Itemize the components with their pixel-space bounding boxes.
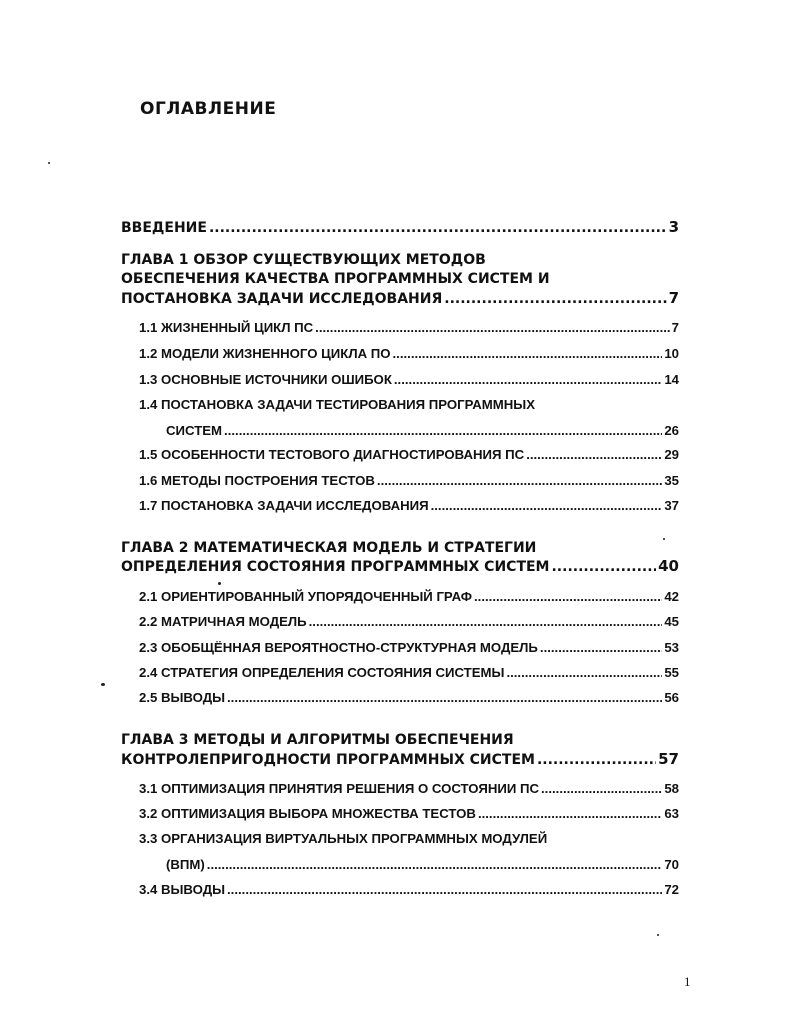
toc-entry-section-1-4[interactable] — [166, 423, 679, 438]
toc-entry-section-3-1[interactable] — [139, 781, 679, 796]
dot-leader — [506, 665, 662, 680]
chapter-3-heading-line-1[interactable]: ГЛАВА 3 МЕТОДЫ И АЛГОРИТМЫ ОБЕСПЕЧЕНИЯ — [121, 732, 514, 748]
toc-entry-page: 42 — [664, 589, 679, 604]
toc-entry-section-1-7[interactable] — [139, 498, 679, 513]
toc-entry-label: 2.1 ОРИЕНТИРОВАННЫЙ УПОРЯДОЧЕННЫЙ ГРАФ — [139, 589, 473, 604]
toc-entry-section-3-3-line-1[interactable]: 3.3 ОРГАНИЗАЦИЯ ВИРТУАЛЬНЫХ ПРОГРАММНЫХ МОДУЛЕЙ — [139, 831, 548, 846]
toc-entry-label: 2.5 ВЫВОДЫ — [139, 690, 226, 705]
toc-entry-section-1-5[interactable] — [139, 447, 679, 462]
scan-speck — [101, 683, 105, 686]
toc-entry-chapter-3[interactable] — [121, 750, 679, 768]
dot-leader — [444, 291, 666, 307]
page-number: 1 — [684, 974, 691, 989]
toc-entry-label: 2.3 ОБОБЩЁННАЯ ВЕРОЯТНОСТНО-СТРУКТУРНАЯ МОДЕЛЬ — [139, 640, 538, 655]
toc-entry-label: 1.5 ОСОБЕННОСТИ ТЕСТОВОГО ДИАГНОСТИРОВАНИЯ ПС — [139, 447, 525, 462]
toc-entry-label: 1.7 ПОСТАНОВКА ЗАДАЧИ ИССЛЕДОВАНИЯ — [139, 498, 429, 513]
toc-entry-page: 63 — [664, 806, 679, 821]
toc-entry-label: СИСТЕМ — [166, 423, 223, 438]
dot-leader — [227, 690, 662, 705]
toc-entry-label: 1.2 МОДЕЛИ ЖИЗНЕННОГО ЦИКЛА ПО — [139, 346, 391, 361]
toc-entry-page: 55 — [664, 665, 679, 680]
dot-leader — [393, 346, 663, 361]
toc-entry-label: ВВЕДЕНИЕ — [121, 220, 207, 236]
dot-leader — [537, 752, 656, 768]
toc-entry-chapter-2[interactable] — [121, 557, 679, 575]
dot-leader — [541, 781, 662, 796]
toc-entry-page: 3 — [668, 218, 679, 236]
toc-entry-section-2-3[interactable] — [139, 640, 679, 655]
toc-entry-section-1-4-line-1[interactable]: 1.4 ПОСТАНОВКА ЗАДАЧИ ТЕСТИРОВАНИЯ ПРОГРАММНЫХ — [139, 397, 536, 412]
toc-entry-chapter-1[interactable] — [121, 289, 679, 307]
dot-leader — [526, 447, 662, 462]
dot-leader — [377, 473, 662, 488]
scan-speck — [48, 162, 50, 164]
toc-entry-page: 58 — [664, 781, 679, 796]
toc-entry-section-3-3[interactable] — [166, 857, 679, 872]
dot-leader — [207, 857, 663, 872]
toc-entry-section-1-1[interactable] — [139, 320, 679, 335]
dot-leader — [209, 220, 667, 236]
toc-entry-page: 7 — [668, 289, 679, 307]
toc-entry-section-2-2[interactable] — [139, 614, 679, 629]
toc-entry-page: 7 — [671, 320, 679, 335]
toc-entry-label: 2.4 СТРАТЕГИЯ ОПРЕДЕЛЕНИЯ СОСТОЯНИЯ СИСТЕМЫ — [139, 665, 505, 680]
toc-entry-label: 1.3 ОСНОВНЫЕ ИСТОЧНИКИ ОШИБОК — [139, 372, 392, 387]
chapter-1-heading-line-1[interactable]: ГЛАВА 1 ОБЗОР СУЩЕСТВУЮЩИХ МЕТОДОВ — [121, 252, 486, 268]
toc-entry-label: 3.1 ОПТИМИЗАЦИЯ ПРИНЯТИЯ РЕШЕНИЯ О СОСТОЯНИИ ПС — [139, 781, 539, 796]
toc-entry-section-1-2[interactable] — [139, 346, 679, 361]
toc-entry-label: 2.2 МАТРИЧНАЯ МОДЕЛЬ — [139, 614, 307, 629]
toc-entry-section-2-5[interactable] — [139, 690, 679, 705]
toc-entry-page: 10 — [664, 346, 679, 361]
toc-entry-page: 57 — [658, 750, 679, 768]
toc-entry-page: 53 — [664, 640, 679, 655]
toc-entry-page: 45 — [664, 614, 679, 629]
toc-entry-label: (ВПМ) — [166, 857, 205, 872]
toc-entry-section-2-4[interactable] — [139, 665, 679, 680]
toc-entry-section-1-3[interactable] — [139, 372, 679, 387]
toc-entry-label: 3.4 ВЫВОДЫ — [139, 882, 226, 897]
chapter-1-heading-line-2[interactable]: ОБЕСПЕЧЕНИЯ КАЧЕСТВА ПРОГРАММНЫХ СИСТЕМ И — [121, 271, 550, 287]
toc-entry-label: 1.6 МЕТОДЫ ПОСТРОЕНИЯ ТЕСТОВ — [139, 473, 375, 488]
scan-speck — [218, 582, 221, 585]
dot-leader — [431, 498, 663, 513]
scan-speck — [657, 934, 659, 936]
toc-entry-label: 3.2 ОПТИМИЗАЦИЯ ВЫБОРА МНОЖЕСТВА ТЕСТОВ — [139, 806, 476, 821]
toc-entry-introduction[interactable] — [121, 218, 679, 236]
toc-entry-page: 14 — [664, 372, 679, 387]
toc-entry-page: 35 — [664, 473, 679, 488]
toc-entry-page: 70 — [664, 857, 679, 872]
toc-entry-section-3-4[interactable] — [139, 882, 679, 897]
dot-leader — [474, 589, 662, 604]
toc-entry-page: 56 — [664, 690, 679, 705]
toc-entry-label: ОПРЕДЕЛЕНИЯ СОСТОЯНИЯ ПРОГРАММНЫХ СИСТЕМ — [121, 559, 550, 575]
toc-entry-page: 26 — [664, 423, 679, 438]
toc-entry-page: 29 — [664, 447, 679, 462]
toc-entry-label: КОНТРОЛЕПРИГОДНОСТИ ПРОГРАММНЫХ СИСТЕМ — [121, 752, 535, 768]
toc-entry-page: 37 — [664, 498, 679, 513]
toc-entry-page: 40 — [658, 557, 679, 575]
toc-entry-section-1-6[interactable] — [139, 473, 679, 488]
toc-entry-section-3-2[interactable] — [139, 806, 679, 821]
dot-leader — [309, 614, 663, 629]
dot-leader — [551, 559, 656, 575]
dot-leader — [224, 423, 662, 438]
toc-entry-label: ПОСТАНОВКА ЗАДАЧИ ИССЛЕДОВАНИЯ — [121, 291, 443, 307]
dot-leader — [540, 640, 662, 655]
scan-speck — [663, 538, 665, 540]
toc-entry-section-2-1[interactable] — [139, 589, 679, 604]
dot-leader — [315, 320, 670, 335]
toc-entry-page: 72 — [664, 882, 679, 897]
toc-entry-label: 1.1 ЖИЗНЕННЫЙ ЦИКЛ ПС — [139, 320, 314, 335]
chapter-2-heading-line-1[interactable]: ГЛАВА 2 МАТЕМАТИЧЕСКАЯ МОДЕЛЬ И СТРАТЕГИИ — [121, 540, 537, 556]
page-title: ОГЛАВЛЕНИЕ — [140, 99, 277, 119]
dot-leader — [394, 372, 662, 387]
dot-leader — [227, 882, 662, 897]
dot-leader — [478, 806, 662, 821]
